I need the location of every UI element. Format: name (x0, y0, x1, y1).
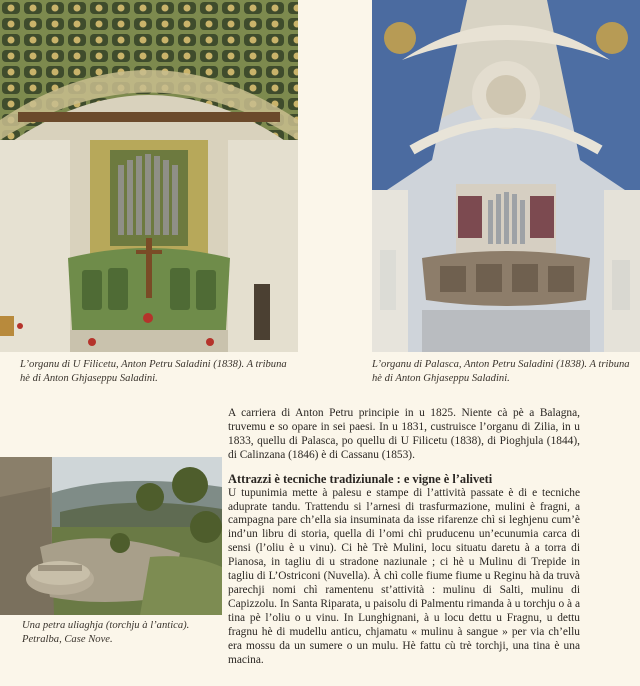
intro-paragraph: A carriera di Anton Petru principie in u 1825. Niente cà pè a Balagna, truvemu e so opare in sei paesi. In u 1831, custruisce l’organu di Zilia, in u 1833, quellu di Palasca, po quellu di U Filicetu (1838), di Pioghjula (1844), di Calinzana (1846) è di Cassanu (1853). (228, 407, 580, 461)
caption-petra: Una petra uliaghja (torchju à l’antica). Petralba, Case Nove. (22, 620, 190, 645)
photo-organ-filicetu (0, 0, 298, 352)
section-heading: Attrazzi è tecniche tradiziunale : e vigne è l’aliveti (228, 471, 493, 486)
photo-petra-uliaghja (0, 457, 222, 615)
article-column (228, 407, 580, 667)
caption-palasca: L’organu di Palasca, Anton Petru Saladini (1838). A tribuna hè di Anton Ghjaseppu Saladini. (372, 359, 630, 384)
body-paragraph: U tupunimia mette à palesu e stampe di l’attività passate è di e tecniche aduprate tandu. Trattendu si l’arnesi di trasfurmazione, mulini è fragni, a campagna pare ch’ella sia insuminata da isse rifarenze chì si leghjenu cum’è ind’un libru di storia, quella di l’omi chì pruducenu un’ecunumia carca di sensi (l’oliu è u vinu). Ci hè Trè Mulini, locu situatu daretu à a torra di Pianosa, in tagliu di u stradone naziunale ; ci hè u Mulinu di Trepide in tagliu di L’Ostriconi (Nuvella). À chì colle fiume fiume u Reginu hà da truvà parechji nomi chì ramentenu st’attività : mulinu di Salti, mulinu di Capizzolu. In Santa Riparata, u paisolu di Palmentu rimanda à u torchju o à a tina pè l’oliu o u vinu. In Lunghignani, à u locu dettu u Fragnu, u dettu fragnu hè di mudellu anticu, chjamatu « mulinu à sangue » per via ch’ellu era mossu da un sumere o un mulu. Hè fattu cù trè torchji, una tina è una macina. (228, 486, 580, 666)
photo-organ-palasca (372, 0, 640, 352)
caption-filicetu: L’organu di U Filicetu, Anton Petru Saladini (1838). A tribuna hè di Anton Ghjaseppu Saladini. (20, 359, 287, 384)
